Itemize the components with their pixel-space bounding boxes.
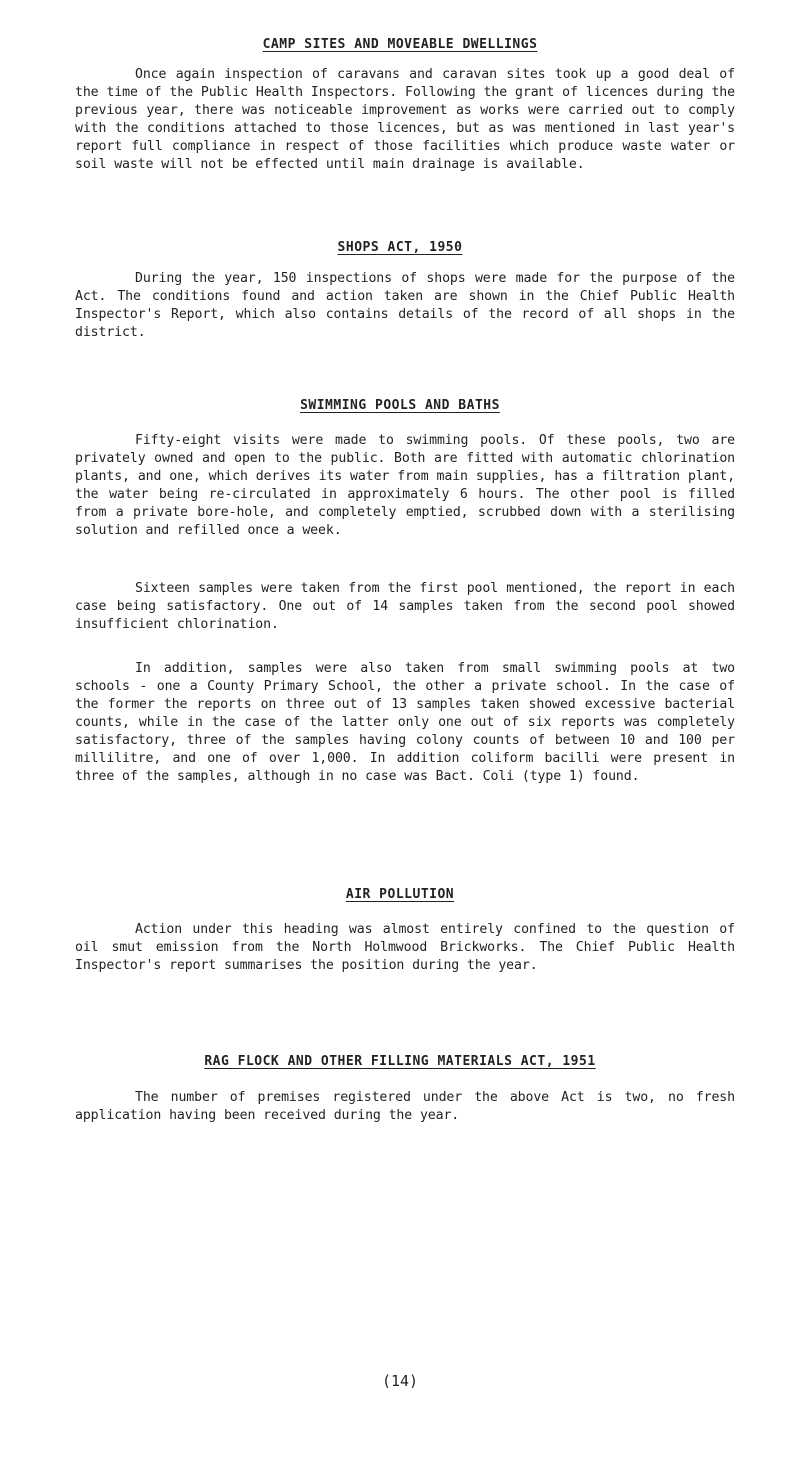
swimming-pools-paragraph-1: Fifty-eight visits were made to swimming pools. Of these pools, two are privately owned and open to the public. Both are fitted with automatic chlorination plants, and one, which derives its water from main supplies, has a filtration plant, the water being re-circulated in approximately 6 hours. The other pool is filled from a private bore-hole, and completely emptied, scrubbed down with a sterilising solution and refilled once a week. xyxy=(75,433,735,538)
swimming-pools-paragraph-3: In addition, samples were also taken from small swimming pools at two schools - one a County Primary School, the other a private school. In the case of the former the reports on three out of 13 samples taken showed excessive bacterial counts, while in the case of the latter only one out of six reports was completely satisfactory, three of the samples having colony counts of between 10 and 100 per millilitre, and one of over 1,000. In addition coliform bacilli were present in three of the samples, although in no case was Bact. Coli (type 1) found. xyxy=(75,661,735,784)
heading-shops-act: SHOPS ACT, 1950 xyxy=(337,240,463,255)
swimming-pools-paragraph-2: Sixteen samples were taken from the first pool mentioned, the report in each case being satisfactory. One out of 14 samples taken from the second pool showed insufficient chlorination. xyxy=(75,581,735,632)
page-number: (14) xyxy=(381,1372,419,1390)
shops-act-paragraph: During the year, 150 inspections of shops were made for the purpose of the Act. The conditions found and action taken are shown in the Chief Public Health Inspector's Report, which also contains details of the record of all shops in the district. xyxy=(75,271,735,340)
air-pollution-paragraph: Action under this heading was almost entirely confined to the question of oil smut emission from the North Holmwood Brickworks. The Chief Public Health Inspector's report summarises the position during the year. xyxy=(75,922,735,973)
rag-flock-paragraph: The number of premises registered under the above Act is two, no fresh application having been received during the year. xyxy=(75,1090,735,1123)
heading-swimming-pools: SWIMMING POOLS AND BATHS xyxy=(300,398,500,413)
camp-sites-paragraph: Once again inspection of caravans and caravan sites took up a good deal of the time of the Public Health Inspectors. Following the grant of licences during the previous year, there was noticeable improvement as works were carried out to comply with the conditions attached to those licences, but as was mentioned in last year's report full compliance in respect of those facilities which produce waste water or soil waste will not be effected until main drainage is available. xyxy=(75,67,735,172)
heading-rag-flock-act: RAG FLOCK AND OTHER FILLING MATERIALS ACT, 1951 xyxy=(204,1054,596,1069)
heading-camp-sites: CAMP SITES AND MOVEABLE DWELLINGS xyxy=(262,37,538,52)
heading-air-pollution: AIR POLLUTION xyxy=(345,887,455,902)
